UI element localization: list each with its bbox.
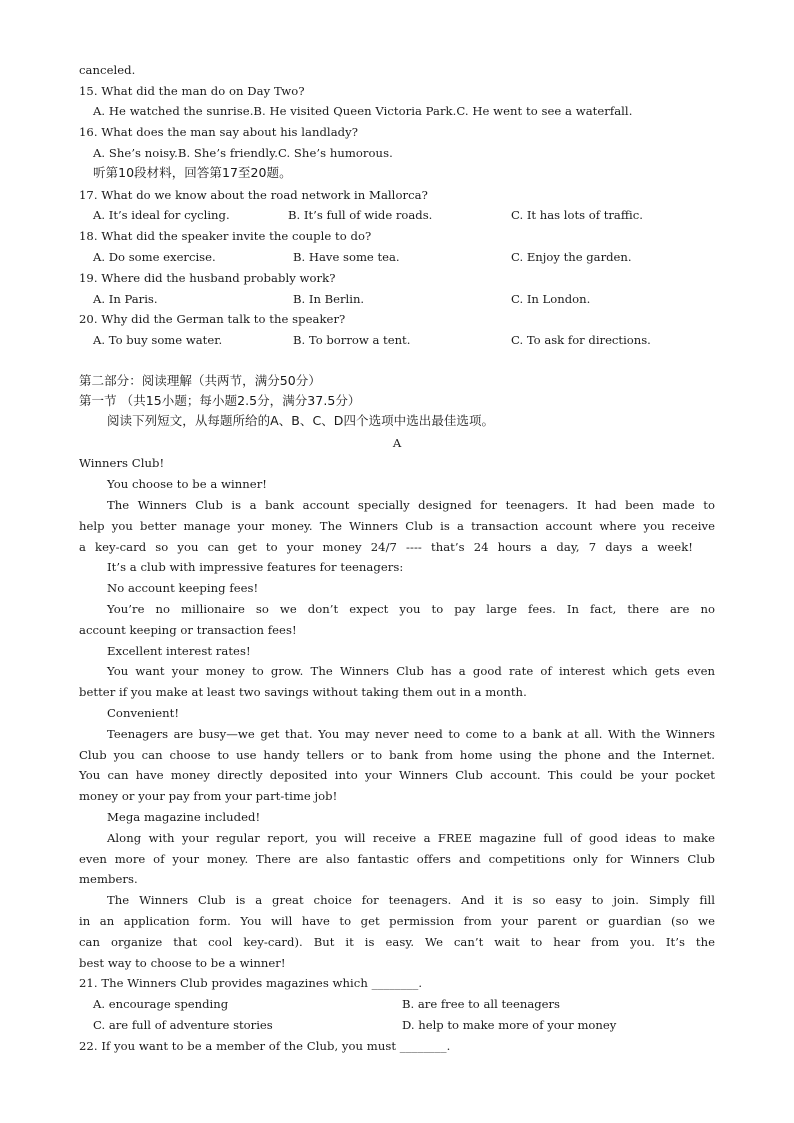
passage-line: even more of your money. There are also fantastic offers and competitions only for Winners Club — [79, 852, 715, 866]
passage-line: The Winners Club is a great choice for teenagers. And it is so easy to join. Simply fill — [107, 893, 715, 907]
passage-line: You’re no millionaire so we don’t expect you to pay large fees. In fact, there are no — [107, 602, 715, 616]
question-19: 19. Where did the husband probably work? — [79, 271, 336, 285]
question-17-option-c: C. It has lots of traffic. — [511, 208, 643, 222]
passage-line: in an application form. You will have to get permission from your parent or guardian (so we — [79, 914, 715, 928]
passage-line: You choose to be a winner! — [107, 477, 268, 491]
question-17: 17. What do we know about the road network in Mallorca? — [79, 188, 428, 202]
passage-heading: Mega magazine included! — [107, 810, 261, 824]
passage-line: account keeping or transaction fees! — [79, 623, 297, 637]
question-21: 21. The Winners Club provides magazines which ________. — [79, 976, 423, 990]
question-20-option-a: A. To buy some water. — [93, 333, 223, 347]
passage-line: Teenagers are busy—we get that. You may never need to come to a bank at all. With the Winners — [107, 727, 715, 741]
carry-over-text: canceled. — [79, 63, 136, 77]
passage-line: The Winners Club is a bank account specially designed for teenagers. It had been made to — [107, 498, 715, 512]
question-20-option-b: B. To borrow a tent. — [293, 333, 411, 347]
question-17-option-b: B. It’s full of wide roads. — [288, 208, 433, 222]
passage-line: You want your money to grow. The Winners Club has a good rate of interest which gets even — [107, 664, 715, 678]
passage-line: can organize that cool key-card). But it is easy. We can’t wait to hear from you. It’s the — [79, 935, 715, 949]
passage-line: You can have money directly deposited into your Winners Club account. This could be your pocket — [79, 768, 715, 782]
question-18-option-b: B. Have some tea. — [293, 250, 400, 264]
question-15: 15. What did the man do on Day Two? — [79, 84, 305, 98]
passage-line: help you better manage your money. The Winners Club is a transaction account where you receive — [79, 519, 715, 533]
passage-heading: No account keeping fees! — [107, 581, 259, 595]
passage-line: best way to choose to be a winner! — [79, 956, 286, 970]
question-20-option-c: C. To ask for directions. — [511, 333, 651, 347]
question-19-option-b: B. In Berlin. — [293, 292, 365, 306]
question-21-option-a: A. encourage spending — [93, 997, 229, 1011]
question-21-option-c: C. are full of adventure stories — [93, 1018, 273, 1032]
question-21-option-b: B. are free to all teenagers — [402, 997, 561, 1011]
question-16: 16. What does the man say about his landlady? — [79, 125, 358, 139]
question-18: 18. What did the speaker invite the couple to do? — [79, 229, 372, 243]
reading-instruction: 阅读下列短文，从每题所给的A、B、C、D四个选项中选出最佳选项。 — [107, 413, 495, 428]
passage-letter: A — [392, 436, 402, 450]
passage-line: Club you can choose to use handy tellers or to bank from home using the phone and the Internet. — [79, 748, 715, 762]
question-22: 22. If you want to be a member of the Club, you must ________. — [79, 1039, 451, 1053]
question-20: 20. Why did the German talk to the speaker? — [79, 312, 346, 326]
question-18-option-c: C. Enjoy the garden. — [511, 250, 632, 264]
passage-heading: Excellent interest rates! — [107, 644, 251, 658]
question-16-options: A. She’s noisy.B. She’s friendly.C. She’s humorous. — [93, 146, 393, 160]
section-one-title: 第一节 （共15小题；每小题2.5分，满分37.5分） — [79, 393, 361, 408]
passage-line: a key-card so you can get to your money 24/7 ---- that’s 24 hours a day, 7 days a week! — [79, 540, 693, 554]
passage-line: money or your pay from your part-time job! — [79, 789, 338, 803]
passage-line: members. — [79, 872, 138, 886]
question-15-options: A. He watched the sunrise.B. He visited Queen Victoria Park.C. He went to see a waterfall. — [93, 104, 633, 118]
passage-heading: Convenient! — [107, 706, 180, 720]
question-19-option-c: C. In London. — [511, 292, 591, 306]
question-18-option-a: A. Do some exercise. — [93, 250, 216, 264]
passage-line: It’s a club with impressive features for teenagers: — [107, 560, 404, 574]
passage-line: Along with your regular report, you will receive a FREE magazine full of good ideas to make — [107, 831, 715, 845]
passage-title: Winners Club! — [79, 456, 165, 470]
section-10-instruction: 听第10段材料，回答第17至20题。 — [93, 165, 292, 180]
question-17-option-a: A. It’s ideal for cycling. — [93, 208, 230, 222]
passage-line: better if you make at least two savings without taking them out in a month. — [79, 685, 527, 699]
part-two-title: 第二部分：阅读理解（共两节，满分50分） — [79, 373, 321, 388]
question-19-option-a: A. In Paris. — [93, 292, 158, 306]
question-21-option-d: D. help to make more of your money — [402, 1018, 617, 1032]
